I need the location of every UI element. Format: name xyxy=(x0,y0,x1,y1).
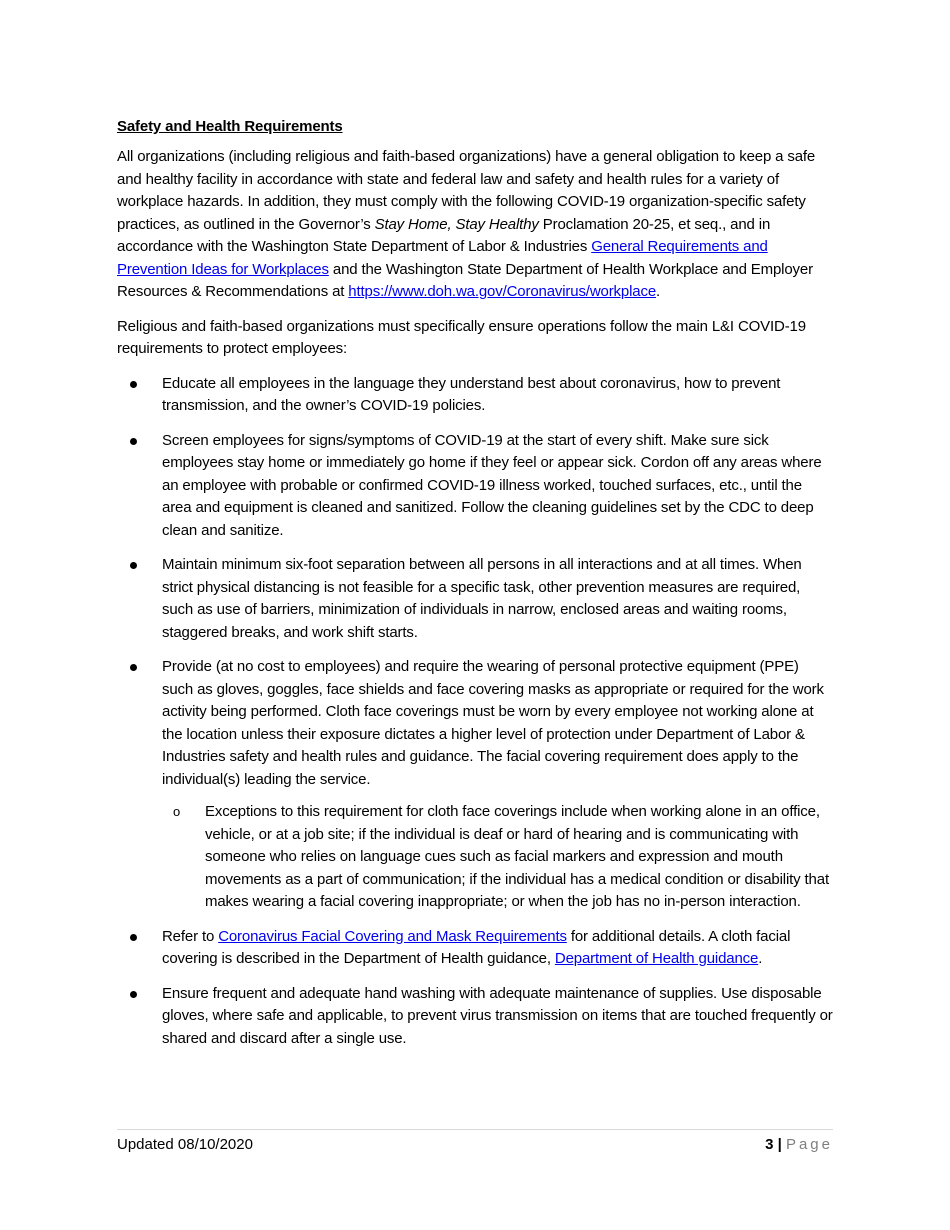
list-item xyxy=(117,926,833,971)
sub-list-item: o Exceptions to this requirement for cloth face coverings include when working alone in an office, vehicle, or at a job site; if the individual is deaf or hard of hearing and is communicating with someone who relies on language cues such as facial markers and expression and mouth movements as a part of communication; if the individual has a medical condition or disability that makes wearing a facial covering inappropriate; or when the job has no in-person interaction. xyxy=(117,801,833,914)
document-page xyxy=(117,116,833,1062)
page-number xyxy=(765,1136,833,1153)
list-item: Screen employees for signs/symptoms of COVID-19 at the start of every shift. Make sure sick employees stay home or immediately go home if they feel or appear sick. Cordon off any areas where an employee with probable or confirmed COVID-19 illness worked, touched surfaces, etc., until the area and equipment is cleaned and sanitized. Follow the cleaning guidelines set by the CDC to deep clean and sanitize. xyxy=(117,430,833,543)
page-footer xyxy=(117,1136,833,1153)
list-item: Maintain minimum six-foot separation between all persons in all interactions and at all times. When strict physical distancing is not feasible for a specific task, other prevention measures are required, such as use of barriers, minimization of individuals in narrow, enclosed areas and waiting rooms, staggered breaks, and work shift starts. xyxy=(117,554,833,644)
page-num: 3 xyxy=(765,1136,774,1153)
proclamation-title: Stay Home, Stay Healthy xyxy=(374,215,539,233)
footer-divider xyxy=(117,1129,833,1130)
requirements-intro: Religious and faith-based organizations must specifically ensure operations follow the main L&I COVID-19 requirements to protect employees: xyxy=(117,317,806,357)
lni-requirements-link[interactable]: General Requirements and Prevention Ideas for Workplaces xyxy=(117,238,768,278)
list-item: Educate all employees in the language they understand best about coronavirus, how to prevent transmission, and the owner’s COVID-19 policies. xyxy=(117,373,833,418)
page-label: Page xyxy=(785,1136,833,1153)
text: . xyxy=(656,283,661,300)
list-item-text: Provide (at no cost to employees) and require the wearing of personal protective equipment (PPE) such as gloves, goggles, face shields and face covering masks as appropriate or required for the work activity being performed. Cloth face coverings must be worn by every employee not working alone at the location unless their exposure dictates a higher level of protection under Department of Labor & Industries safety and health rules and guidance. The facial covering requirement does apply to the individual(s) leading the service. xyxy=(162,658,824,788)
doh-workplace-link[interactable]: https://www.doh.wa.gov/Coronavirus/workplace xyxy=(348,283,657,300)
text: . xyxy=(758,950,763,967)
text: and the Washington State Department of Health Workplace and Employer Resources & Recommendations at xyxy=(117,260,813,300)
text: Refer to xyxy=(162,927,219,945)
doh-guidance-link[interactable]: Department of Health guidance xyxy=(554,950,759,967)
intro-paragraph xyxy=(117,146,833,304)
updated-date: Updated 08/10/2020 xyxy=(117,1136,253,1153)
separator: | xyxy=(773,1136,786,1153)
requirements-list xyxy=(117,373,833,1051)
section-heading: Safety and Health Requirements xyxy=(117,118,343,135)
list-item xyxy=(117,656,833,914)
text: All organizations (including religious and faith-based organizations) have a general obligation to keep a safe and healthy facility in accordance with state and federal law and safety and health rules for a variety of workplace hazards. In addition, they must comply with the following COVID-19 organization-specific safety practices, as outlined in the Governor’s xyxy=(117,148,816,233)
text: Proclamation 20-25, et seq., and in accordance with the Washington State Department of Labor & Industries xyxy=(117,215,771,255)
mask-requirements-link[interactable]: Coronavirus Facial Covering and Mask Requirements xyxy=(218,927,567,945)
list-item: Ensure frequent and adequate hand washing with adequate maintenance of supplies. Use disposable gloves, where safe and applicable, to prevent virus transmission on items that are touched frequently or shared and discard after a single use. xyxy=(117,983,833,1051)
text: for additional details. A cloth facial covering is described in the Department of Health guidance, xyxy=(162,927,791,967)
